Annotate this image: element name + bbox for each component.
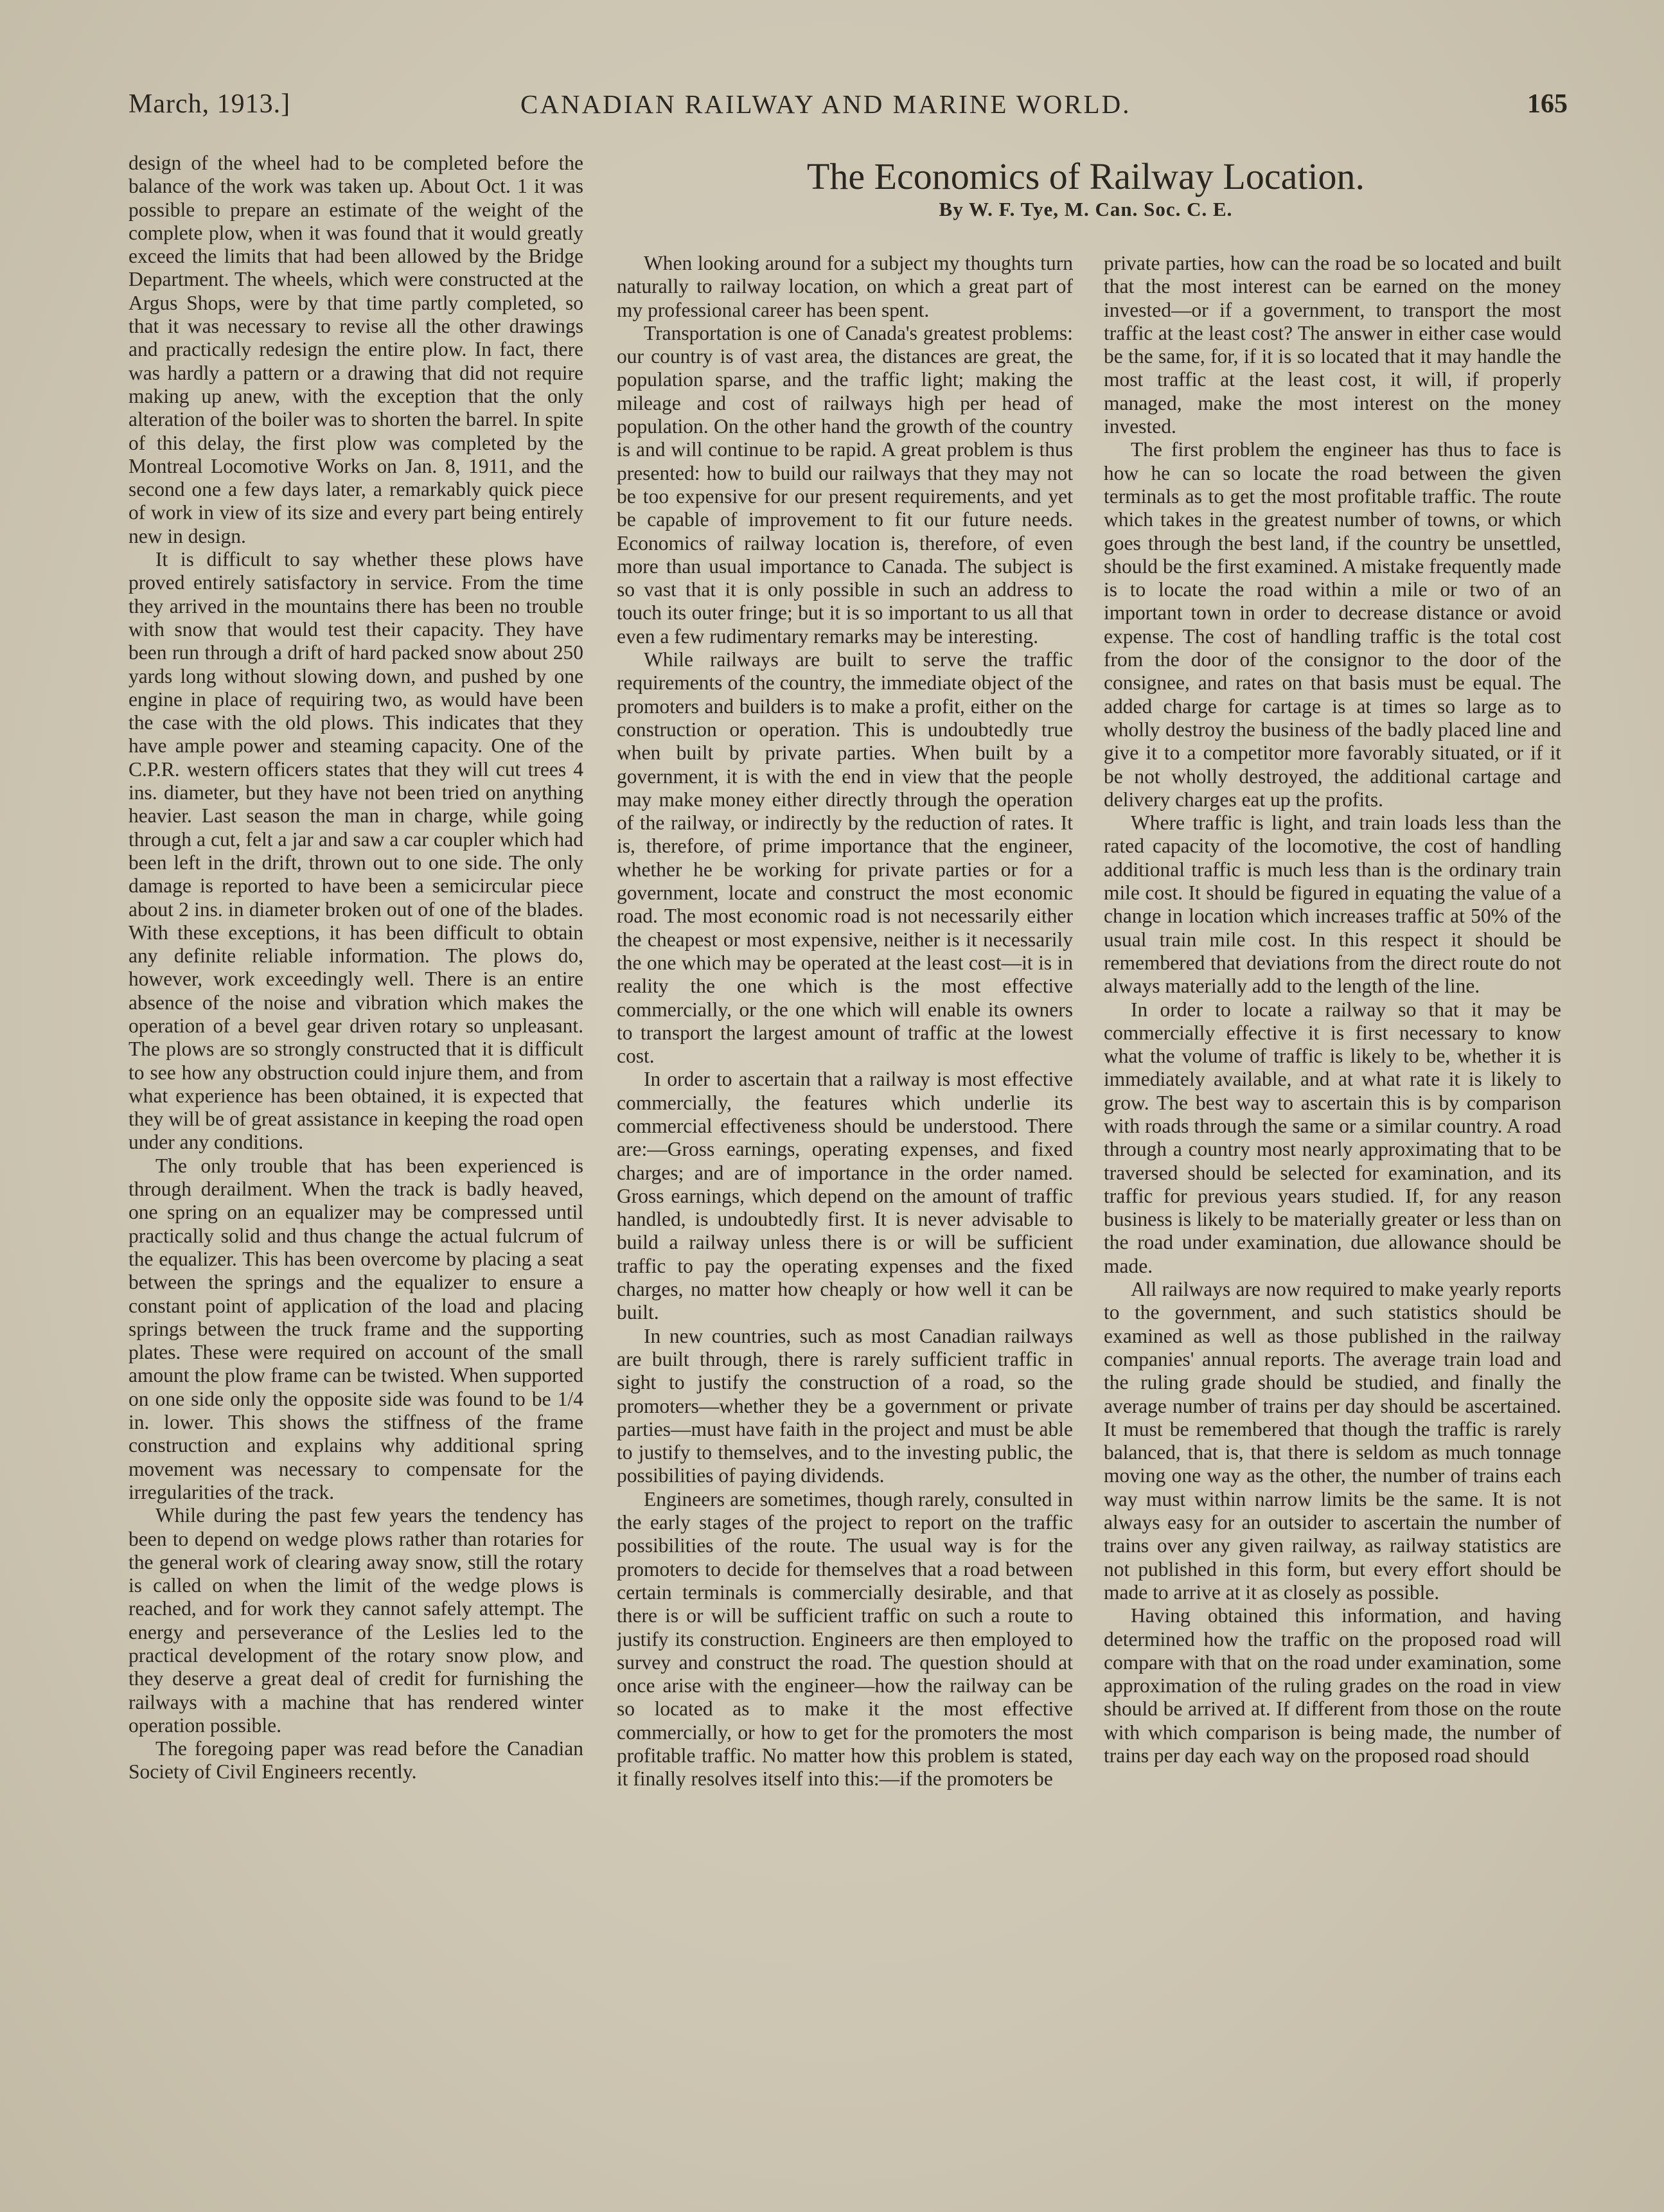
paragraph: Where traffic is light, and train loads less than the rated capacity of the locomotive, the cost of handling additional traffic is much less than is the ordinary train mile cost. It should be figured in equating the value of a change in location which increases traffic at 50% of the usual train mile cost. In this respect it should be remembered that deviations from the direct route do not always materially add to the length of the line. [1104,811,1561,998]
paragraph: Transportation is one of Canada's greatest problems: our country is of vast area, the distances are great, the population sparse, and the traffic light; making the mileage and cost of railways high per head of population. On the other hand the growth of the country is and will continue to be rapid. A great problem is thus presented: how to build our railways that they may not be too expensive for our present requirements, and yet be capable of improvement to fit our future needs. Economics of railway location is, therefore, of even more than usual importance to Canada. The subject is so vast that it is only possible in such an address to touch its outer fringe; but it is so important to us all that even a few rudimentary remarks may be interesting. [617,321,1073,648]
page-number: 165 [1527,89,1568,119]
paragraph: The first problem the engineer has thus to face is how he can so locate the road between the given terminals as to get the most profitable traffic. The route which takes in the greatest number of towns, or which goes through the best land, if the country be unsettled, should be the first examined. A mistake frequently made is to locate the road within a mile or two of an important town in order to decrease distance or avoid expense. The cost of handling traffic is the total cost from the door of the consignor to the door of the consignee, and rates on that basis must be equal. The added charge for cartage is at times so large as to wholly destroy the business of the badly placed line and give it to a competitor more favorably situated, or if it be not wholly destroyed, the additional cartage and delivery charges eat up the profits. [1104,438,1561,811]
article-byline: By W. F. Tye, M. Can. Soc. C. E. [939,198,1233,220]
column-left [128,152,583,2002]
paragraph: The only trouble that has been experienced is through derailment. When the track is badly heaved, one spring on an equalizer may be compressed until practically solid and thus change the actual fulcrum of the equalizer. This has been overcome by placing a seat between the springs and the equalizer to ensure a constant point of application of the load and placing springs between the truck frame and the supporting plates. These were required on account of the small amount the plow frame can be twisted. When supported on one side only the opposite side was found to be 1/4 in. lower. This shows the stiffness of the frame construction and explains why additional spring movement was necessary to compensate for the irregularities of the track. [128,1154,583,1503]
paragraph: design of the wheel had to be completed before the balance of the work was taken up. About Oct. 1 it was possible to prepare an estimate of the weight of the complete plow, when it was found that it would greatly exceed the limits that had been allowed by the Bridge Department. The wheels, which were constructed at the Argus Shops, were by that time partly completed, so that it was necessary to revise all the other drawings and practically redesign the entire plow. In fact, there was hardly a pattern or a drawing that did not require making up anew, with the exception that the only alteration of the boiler was to shorten the barrel. In spite of this delay, the first plow was completed by the Montreal Locomotive Works on Jan. 8, 1911, and the second one a few days later, a remarkably quick piece of work in view of its size and every part being entirely new in design. [128,152,583,547]
paragraph: In new countries, such as most Canadian railways are built through, there is rarely sufficient traffic in sight to justify the construction of a road, so the promoters—whether they be a government or private parties—must have faith in the project and must be able to justify to themselves, and to the investing public, the possibilities of paying dividends. [617,1324,1073,1487]
column-middle [617,252,1073,2109]
paragraph: private parties, how can the road be so located and built that the most interest can be earned on the money invested—or if a government, to transport the most traffic at the least cost? The answer in either case would be the same, for, if it is so located that it may handle the most traffic at the least cost, it will, if properly managed, make the most interest on the money invested. [1104,252,1561,438]
issue-date: March, 1913.] [128,89,291,119]
paragraph: Engineers are sometimes, though rarely, consulted in the early stages of the project to report on the traffic possibilities of the route. The usual way is for the promoters to decide for themselves that a road between certain terminals is commercially desirable, and that there is or will be sufficient traffic on such a route to justify its construction. Engineers are then employed to survey and construct the road. The question should at once arise with the engineer—how the railway can be so located as to make it the most effective commercially, or how to get for the promoters the most profitable traffic. No matter how this problem is stated, it finally resolves itself into this:—if the promoters be [617,1487,1073,1791]
column-right [1104,252,1561,2109]
paragraph: The foregoing paper was read before the Canadian Society of Civil Engineers recently. [128,1737,583,1783]
paragraph: While during the past few years the tendency has been to depend on wedge plows rather than rotaries for the general work of clearing away snow, still the rotary is called on when the limit of the wedge plows is reached, and for work they cannot safely attempt. The energy and perseverance of the Leslies led to the practical development of the rotary snow plow, and they deserve a great deal of credit for furnishing the railways with a machine that has rendered winter operation possible. [128,1504,583,1737]
article-title: The Economics of Railway Location. [806,155,1365,197]
paragraph: It is difficult to say whether these plows have proved entirely satisfactory in service. From the time they arrived in the mountains there has been no trouble with snow that would test their capacity. They have been run through a drift of hard packed snow about 250 yards long without slowing down, and pushed by one engine in place of requiring two, as would have been the case with the old plows. This indicates that they have ample power and steaming capacity. One of the C.P.R. western officers states that they will cut trees 4 ins. diameter, but they have not been tried on anything heavier. Last season the man in charge, while going through a cut, felt a jar and saw a car coupler which had been left in the drift, thrown out to one side. The only damage is reported to have been a semicircular piece about 2 ins. in diameter broken out of one of the blades. With these exceptions, it has been difficult to obtain any definite reliable information. The plows do, however, work exceedingly well. There is an entire absence of the noise and vibration which makes the operation of a bevel gear driven rotary so unpleasant. The plows are so strongly constructed that it is difficult to see how any obstruction could injure them, and from what experience has been obtained, it is expected that they will be of great assistance in keeping the road open under any conditions. [128,548,583,1154]
paragraph: In order to ascertain that a railway is most effective commercially, the features which underlie its commercial effectiveness should be understood. There are:—Gross earnings, operating expenses, and fixed charges; and are of importance in the order named. Gross earnings, which depend on the amount of traffic handled, is undoubtedly first. It is never advisable to build a railway unless there is or will be sufficient traffic to pay the operating expenses and the fixed charges, no matter how cheaply or how well it can be built. [617,1068,1073,1324]
paragraph: While railways are built to serve the traffic requirements of the country, the immediate object of the promoters and builders is to make a profit, either on the construction or operation. This is undoubtedly true when built by private parties. When built by a government, it is with the end in view that the people may make money either directly through the operation of the railway, or indirectly by the reduction of rates. It is, therefore, of prime importance that the engineer, whether he be working for private parties or for a government, locate and construct the most economic road. The most economic road is not necessarily either the cheapest or most expensive, neither is it necessarily the one which may be operated at the least cost—it is in reality the one which is the most effective commercially, or the one which will enable its owners to transport the largest amount of traffic at the lowest cost. [617,648,1073,1068]
paragraph: All railways are now required to make yearly reports to the government, and such statistics should be examined as well as those published in the railway companies' annual reports. The average train load and the ruling grade should be studied, and finally the average number of trains per day should be ascertained. It must be remembered that though the traffic is rarely balanced, that is, that there is seldom as much tonnage moving one way as the other, the number of trains each way must within narrow limits be the same. It is not always easy for an outsider to ascertain the number of trains over any given railway, as railway statistics are not published in this form, but every effort should be made to arrive at it as closely as possible. [1104,1278,1561,1604]
paragraph: In order to locate a railway so that it may be commercially effective it is first necessary to know what the volume of traffic is likely to be, whether it is immediately available, and at what rate it is likely to grow. The best way to ascertain this is by comparison with roads through the same or a similar country. A road through a country most nearly approximating that to be traversed should be selected for examination, and its traffic for previous years studied. If, for any reason business is likely to be materially greater or less than on the road under examination, due allowance should be made. [1104,998,1561,1277]
running-head [128,89,1568,127]
paragraph: When looking around for a subject my thoughts turn naturally to railway location, on which a great part of my professional career has been spent. [617,252,1073,321]
paragraph: Having obtained this information, and having determined how the traffic on the proposed road will compare with that on the road under examination, some approximation of the ruling grades on the road in view should be arrived at. If different from those on the route with which comparison is being made, the number of trains per day each way on the proposed road should [1104,1604,1561,1767]
journal-title: CANADIAN RAILWAY AND MARINE WORLD. [520,89,1131,119]
